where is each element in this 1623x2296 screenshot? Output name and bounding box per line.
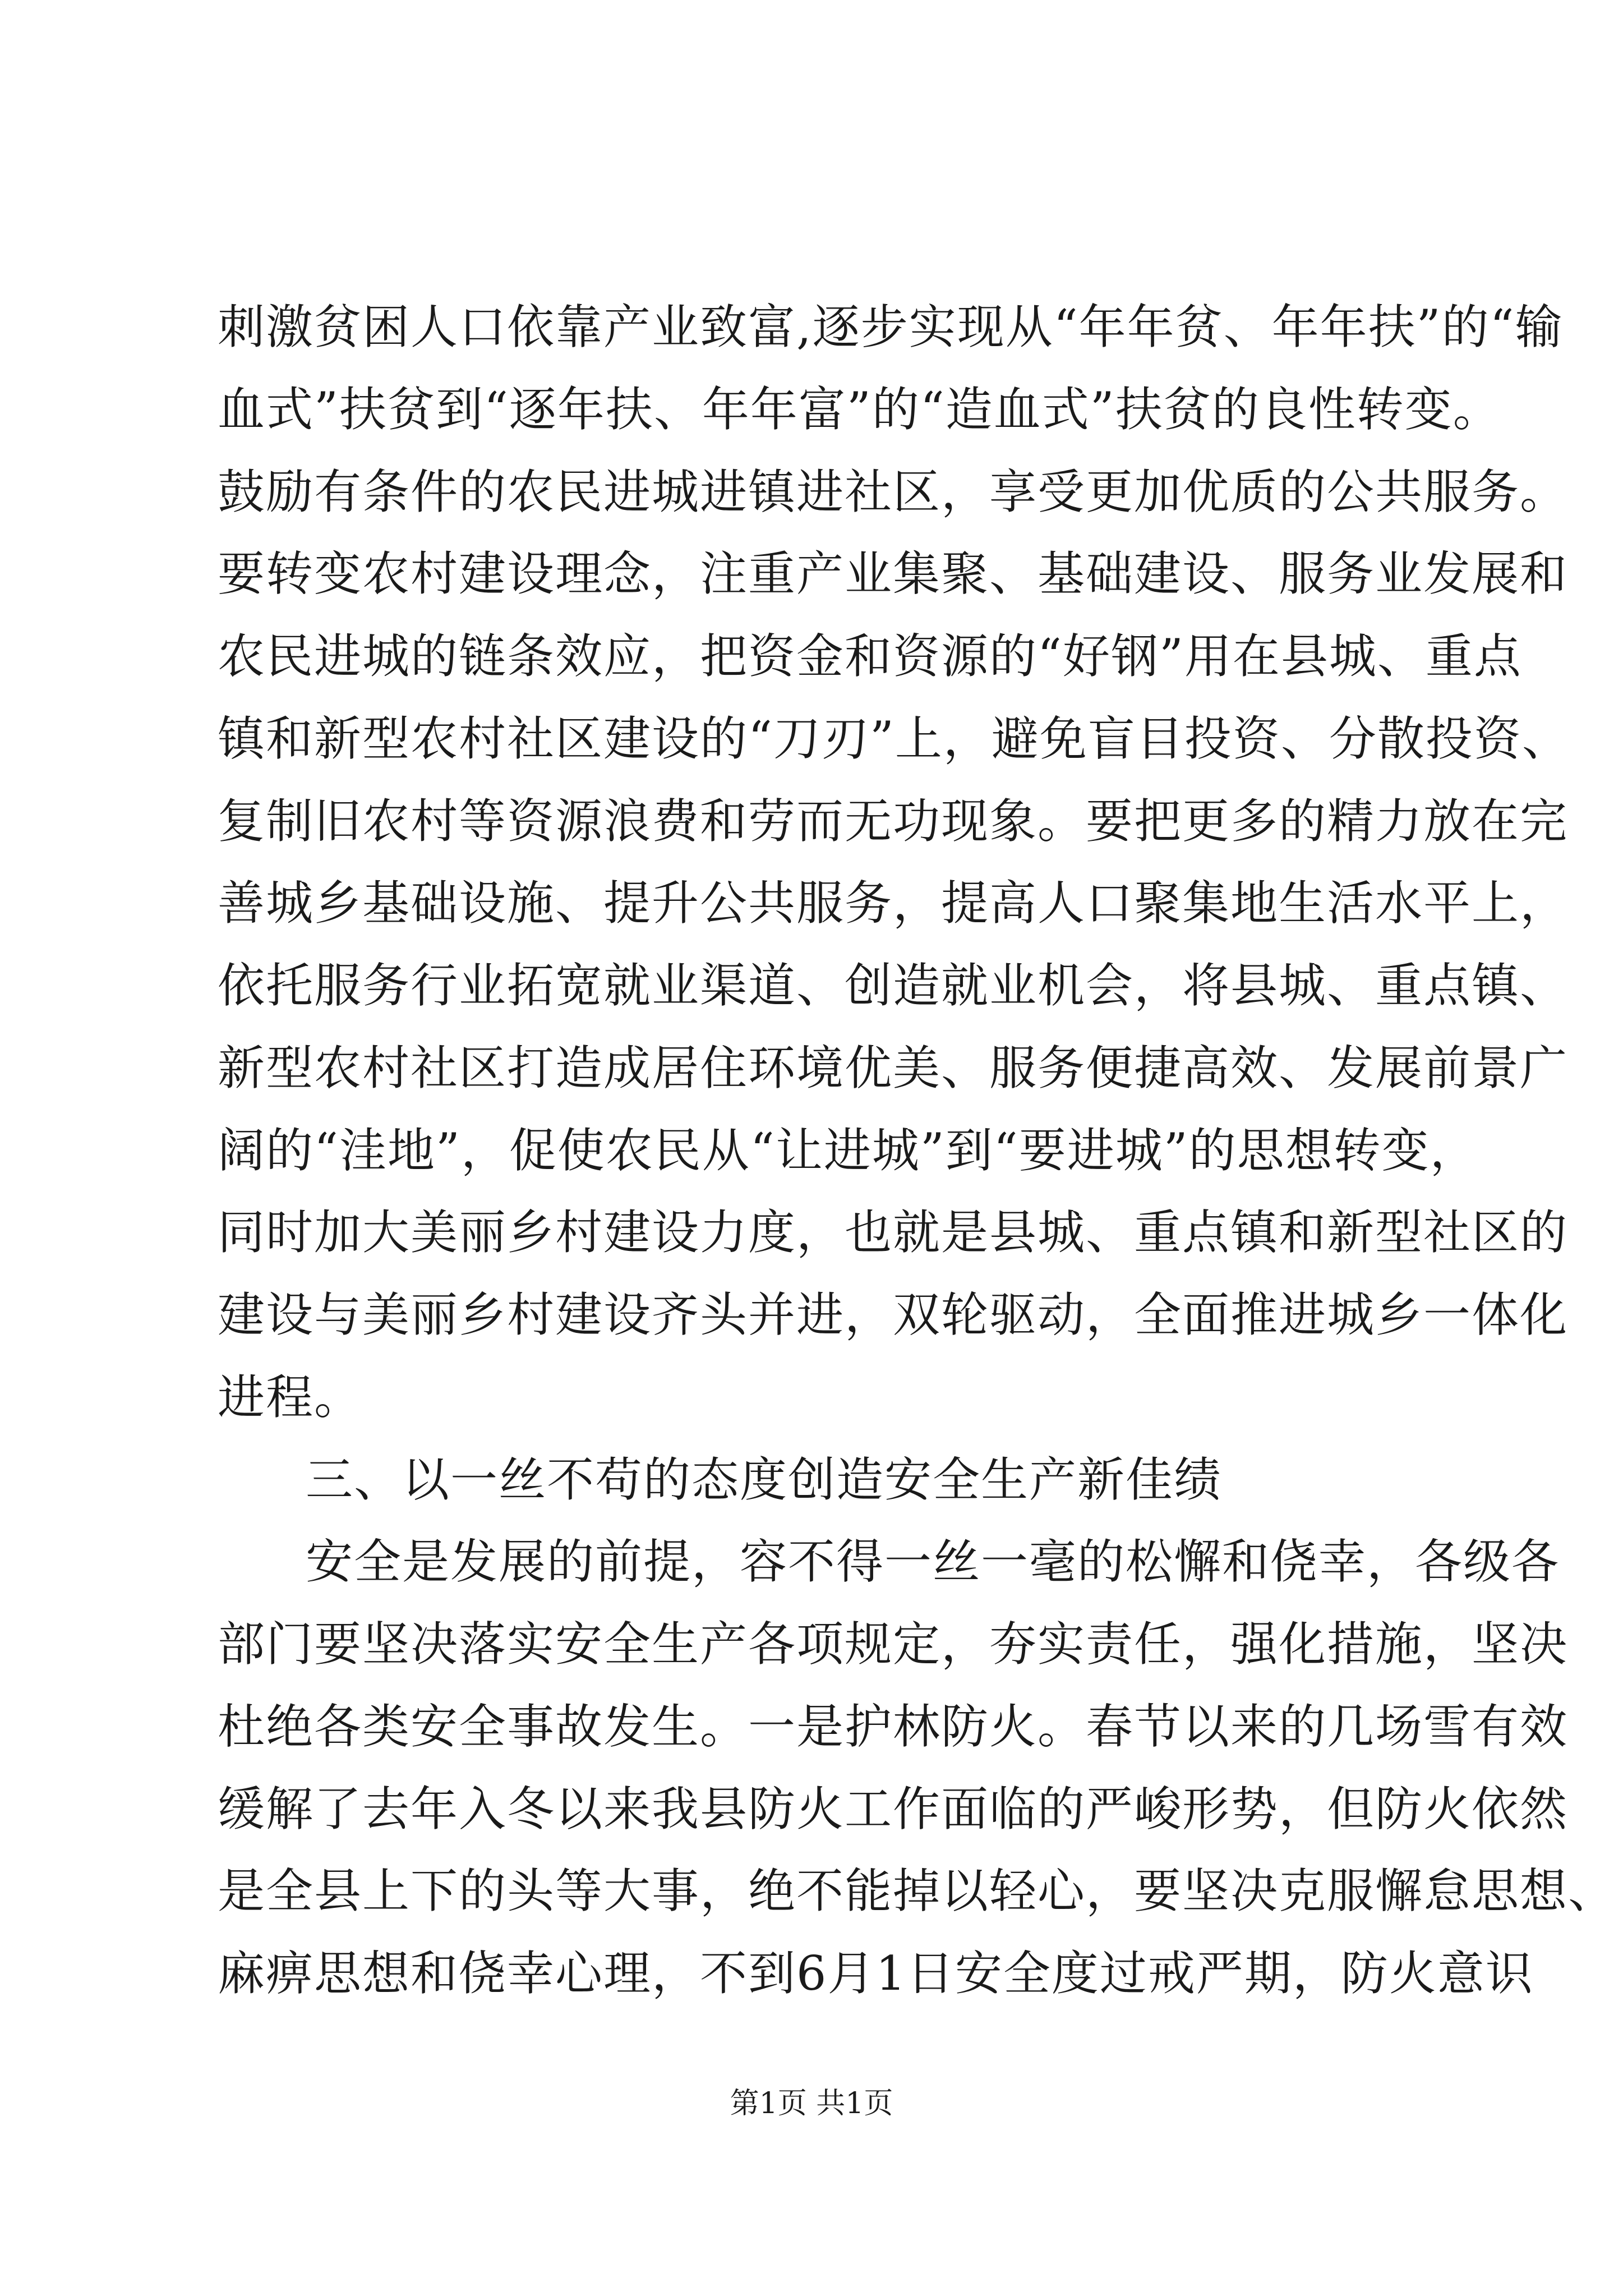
body-line-6: 镇和新型农村社区建设的“刀刃”上，避免盲目投资、分散投资、: [218, 711, 1570, 766]
body-line-18: 杜绝各类安全事故发生。一是护林防火。春节以来的几场雪有效: [218, 1699, 1569, 1754]
section-heading: 三、以一丝不苟的态度创造安全生产新佳绩: [306, 1452, 1223, 1507]
body-line-8: 善城乡基础设施、提升公共服务，提高人口聚集地生活水平上，: [218, 876, 1569, 931]
body-line-1: 刺激贫困人口依靠产业致富,逐步实现从“年年贫、年年扶”的“输: [218, 300, 1564, 355]
body-line-19: 缓解了去年入冬以来我县防火工作面临的严峻形势，但防火依然: [218, 1782, 1569, 1837]
body-line-17: 部门要坚决落实安全生产各项规定，夯实责任，强化措施，坚决: [218, 1617, 1569, 1672]
body-line-13: 建设与美丽乡村建设齐头并进，双轮驱动，全面推进城乡一体化: [218, 1287, 1569, 1342]
body-line-21: 麻痹思想和侥幸心理，不到6月1日安全度过戒严期，防火意识: [218, 1946, 1534, 2001]
body-line-9: 依托服务行业拓宽就业渠道、创造就业机会，将县城、重点镇、: [218, 958, 1569, 1013]
body-line-3: 鼓励有条件的农民进城进镇进社区，享受更加优质的公共服务。: [218, 464, 1569, 519]
body-line-5: 农民进城的链条效应，把资金和资源的“好钢”用在县城、重点: [218, 629, 1522, 684]
body-line-14: 进程。: [218, 1370, 363, 1425]
body-line-10: 新型农村社区打造成居住环境优美、服务便捷高效、发展前景广: [218, 1041, 1569, 1096]
body-line-11: 阔的“洼地”，促使农民从“让进城”到“要进城”的思想转变，: [218, 1123, 1478, 1178]
body-line-4: 要转变农村建设理念，注重产业集聚、基础建设、服务业发展和: [218, 546, 1569, 601]
body-line-12: 同时加大美丽乡村建设力度，也就是县城、重点镇和新型社区的: [218, 1205, 1569, 1260]
body-line-2: 血式”扶贫到“逐年扶、年年富”的“造血式”扶贫的良性转变。: [218, 382, 1501, 437]
body-line-20: 是全县上下的头等大事，绝不能掉以轻心，要坚决克服懈怠思想、: [218, 1864, 1617, 1918]
body-line-7: 复制旧农村等资源浪费和劳而无功现象。要把更多的精力放在完: [218, 794, 1569, 849]
body-line-16: 安全是发展的前提，容不得一丝一毫的松懈和侥幸，各级各: [306, 1534, 1560, 1589]
page-footer: 第1页 共1页: [730, 2087, 893, 2120]
